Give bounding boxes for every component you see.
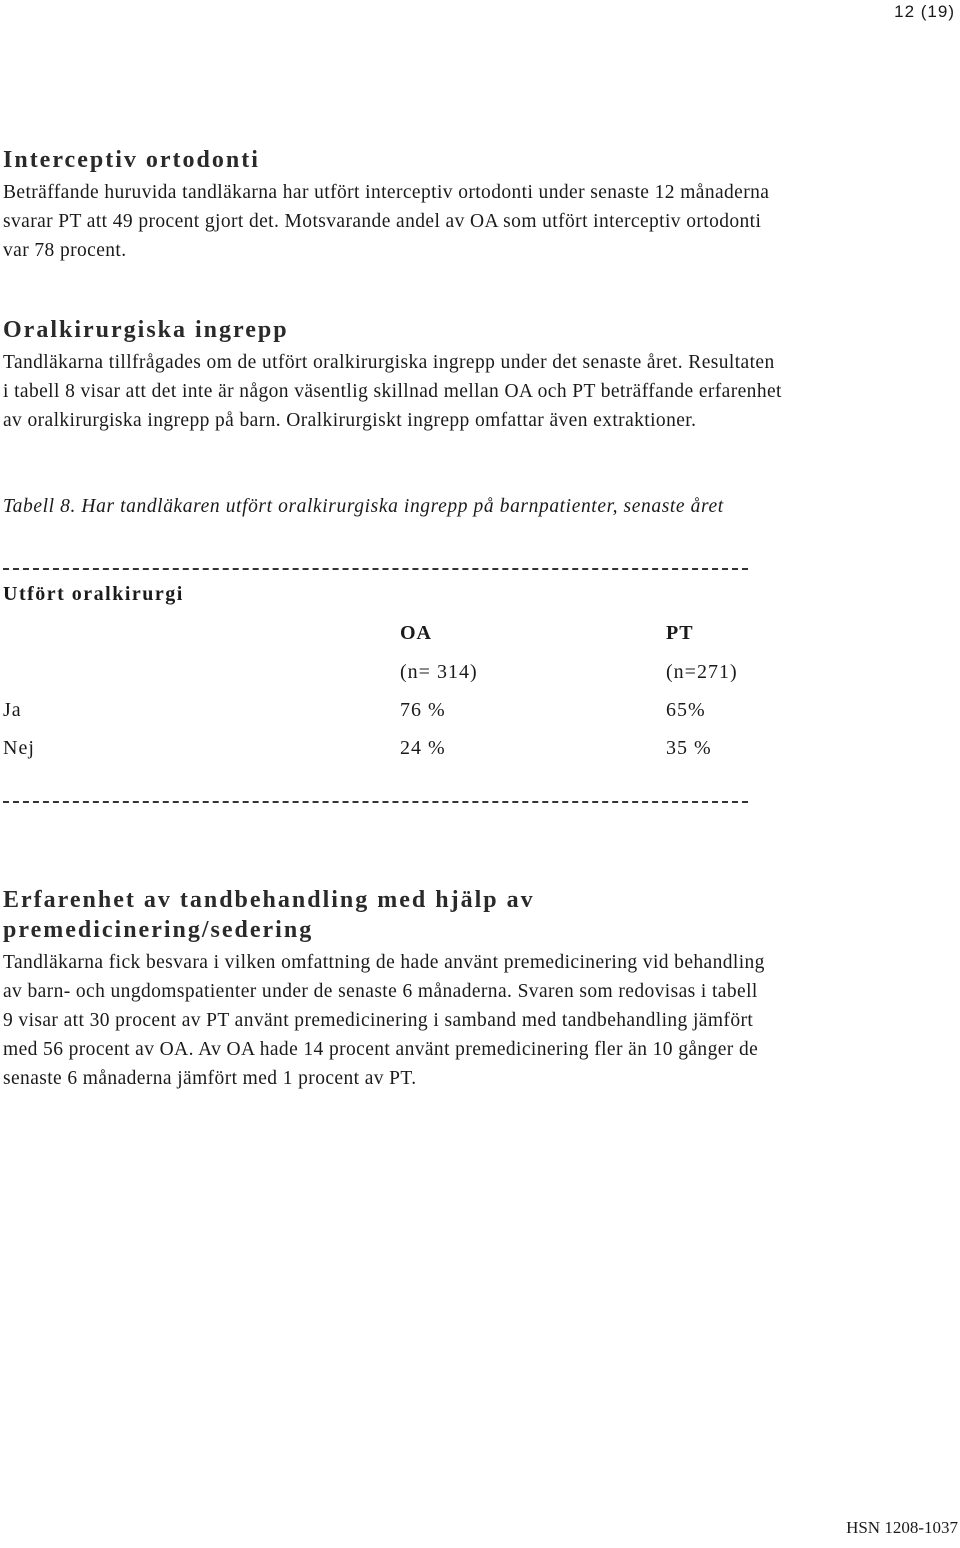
- column-header-pt: PT: [666, 622, 694, 644]
- paragraph-interceptive: Beträffande huruvida tandläkarna har utfört interceptiv ortodonti under senaste 12 månaderna svarar PT att 49 procent gjort det. Motsvarande andel av OA som utfört interceptiv ortodonti var 78 procent.: [3, 182, 770, 261]
- row-label-ja: Ja: [3, 699, 22, 721]
- section-title-oral-surgery: Oralkirurgiska ingrepp: [3, 317, 289, 343]
- table-caption: Tabell 8. Har tandläkaren utfört oralkirurgiska ingrepp på barnpatienter, senaste året: [3, 496, 724, 517]
- section-body-premedication: [3, 948, 773, 1093]
- page-number: 12 (19): [894, 2, 955, 21]
- section-body-oral-surgery: [3, 348, 783, 435]
- column-n-oa: (n= 314): [400, 661, 478, 683]
- document-code: HSN 1208-1037: [846, 1518, 958, 1537]
- section-title-interceptive: Interceptiv ortodonti: [3, 147, 260, 173]
- cell-ja-pt: 65%: [666, 699, 706, 721]
- table-top-rule: [3, 568, 748, 570]
- row-label-nej: Nej: [3, 737, 35, 759]
- table-bottom-rule: [3, 801, 748, 803]
- column-header-oa: OA: [400, 622, 432, 644]
- cell-nej-oa: 24 %: [400, 737, 446, 759]
- section-body-interceptive: [3, 178, 783, 265]
- cell-nej-pt: 35 %: [666, 737, 712, 759]
- paragraph-oral-surgery: Tandläkarna tillfrågades om de utfört oralkirurgiska ingrepp under det senaste året. Resultaten i tabell 8 visar att det inte är någon väsentlig skillnad mellan OA och PT beträffande erfarenhet av oralkirurgiska ingrepp på barn. Oralkirurgiskt ingrepp omfattar även extraktioner.: [3, 352, 782, 431]
- table-row-header-title: Utfört oralkirurgi: [3, 583, 184, 605]
- column-n-pt: (n=271): [666, 661, 738, 683]
- cell-ja-oa: 76 %: [400, 699, 446, 721]
- section-title-premedication: Erfarenhet av tandbehandling med hjälp av premedicinering/sedering: [3, 887, 535, 943]
- paragraph-premedication: Tandläkarna fick besvara i vilken omfattning de hade använt premedicinering vid behandling av barn- och ungdomspatienter under de senaste 6 månaderna. Svaren som redovisas i tabell 9 visar att 30 procent av PT använt premedicinering i samband med tandbehandling jämfört med 56 procent av OA. Av OA hade 14 procent använt premedicinering fler än 10 gånger de senaste 6 månaderna jämfört med 1 procent av PT.: [3, 952, 765, 1089]
